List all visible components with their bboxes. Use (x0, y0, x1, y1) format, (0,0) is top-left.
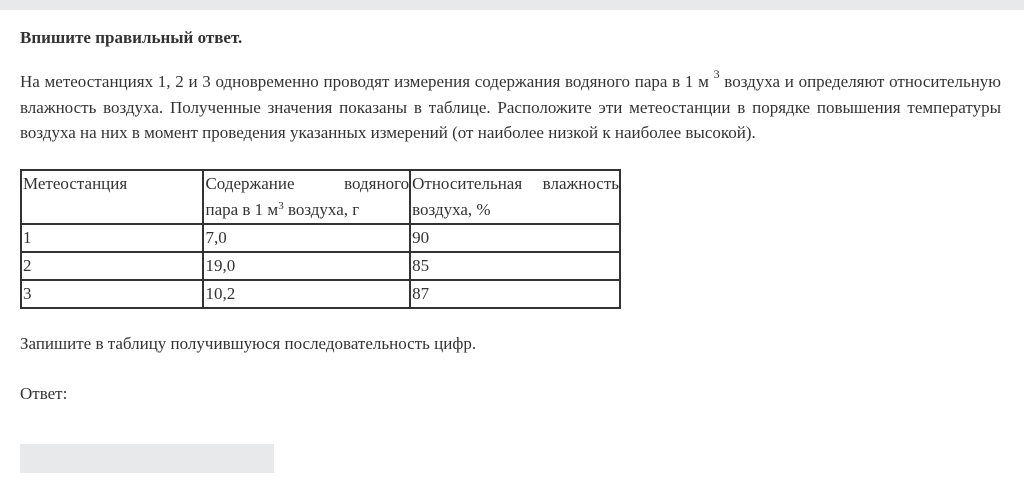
header-vapor-word2: водяного (344, 174, 410, 193)
header-humidity-line1 (412, 171, 619, 197)
header-humidity-word2: влажность (542, 174, 619, 193)
data-table (20, 169, 621, 309)
header-humidity-line2: воздуха, % (412, 200, 491, 219)
answer-label: Ответ: (20, 384, 68, 403)
table-row (21, 252, 620, 280)
question-superscript: 3 (713, 67, 720, 81)
header-cell-station (21, 170, 203, 224)
table-row (21, 224, 620, 252)
header-vapor-line2a: пара в 1 м (205, 200, 279, 219)
cell-vapor: 19,0 (203, 252, 410, 280)
cell-station: 3 (21, 280, 203, 308)
header-vapor-line2 (205, 197, 409, 223)
answer-input[interactable] (20, 444, 274, 473)
cell-vapor: 10,2 (203, 280, 410, 308)
table-header-row (21, 170, 620, 224)
top-bar (0, 0, 1024, 10)
cell-vapor: 7,0 (203, 224, 410, 252)
cell-station: 1 (21, 224, 203, 252)
cell-station: 2 (21, 252, 203, 280)
table-row (21, 280, 620, 308)
question-text (20, 69, 1001, 146)
prompt-text: Запишите в таблицу получившуюся последовательность цифр. (20, 334, 477, 353)
instruction-heading: Впишите правильный ответ. (20, 28, 243, 47)
header-vapor-word1: Содержание (205, 174, 295, 193)
question-text-part1: На метеостанциях 1, 2 и 3 одновременно проводят измерения содержания водяного пара в 1 м (20, 72, 714, 91)
header-station-label: Метеостанция (23, 174, 128, 193)
header-vapor-line1 (205, 171, 409, 197)
header-cell-humidity (410, 170, 620, 224)
cell-humidity: 85 (410, 252, 620, 280)
question-text-part2: воздуха и определяют относительную влажность воздуха. Полученные значения показаны в таблице. Расположите эти метеостанции в порядке повышения температуры воздуха на них в момент проведения указанных измерений (от наиболее низкой к наиболее высокой). (20, 72, 1001, 142)
header-vapor-sup: 3 (278, 200, 284, 212)
cell-humidity: 87 (410, 280, 620, 308)
cell-humidity: 90 (410, 224, 620, 252)
header-vapor-line2b: воздуха, г (283, 200, 360, 219)
header-cell-vapor (203, 170, 410, 224)
header-humidity-word1: Относительная (412, 174, 523, 193)
